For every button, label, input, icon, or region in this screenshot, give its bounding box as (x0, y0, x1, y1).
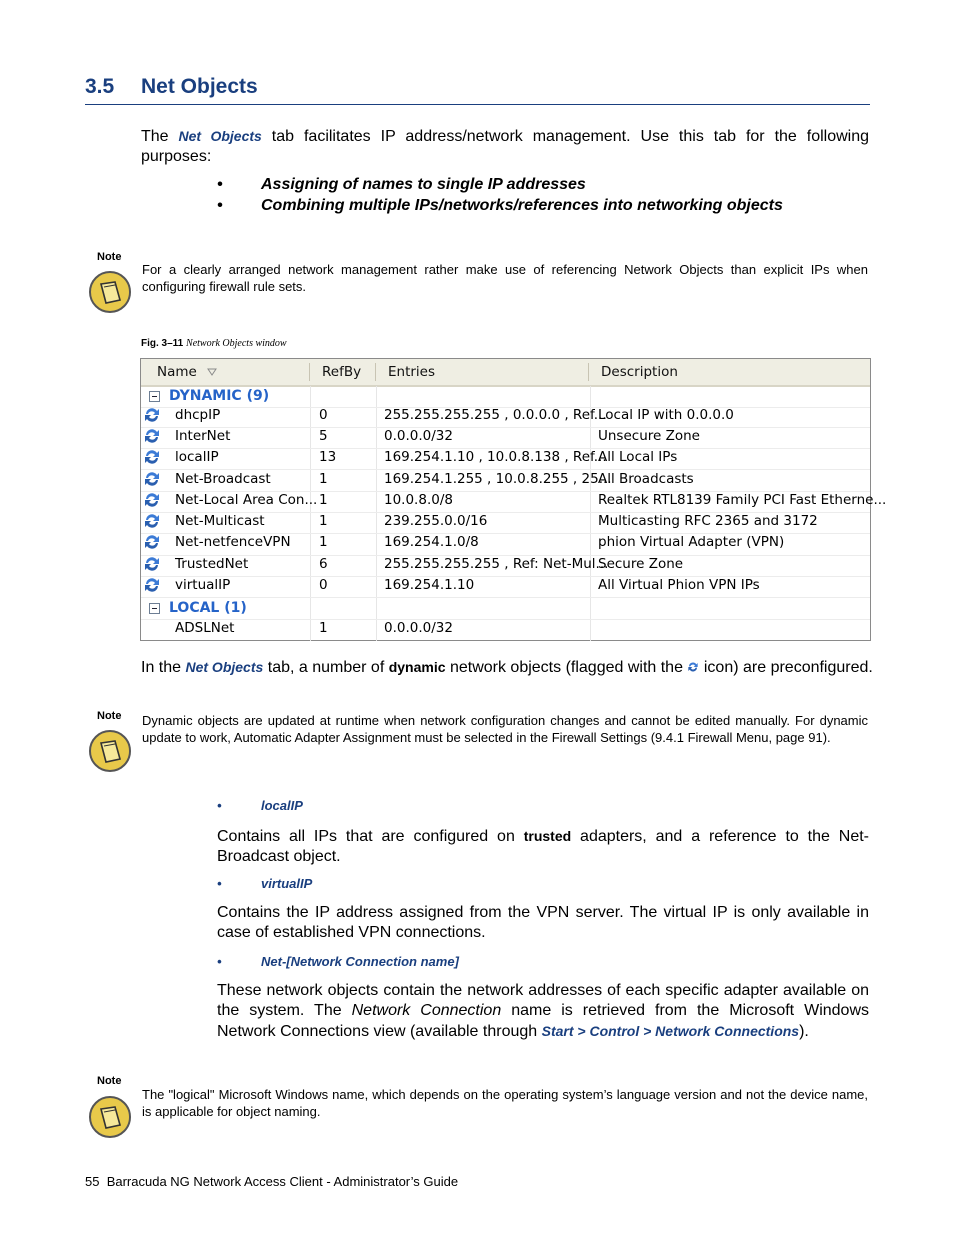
table-row[interactable]: Net-Broadcast 1 169.254.1.255 , 10.0.8.255 , 25... All Broadcasts (141, 469, 870, 490)
note-label: Note (97, 251, 122, 263)
note-pad-icon (88, 729, 132, 773)
dynamic-object-icon (143, 448, 161, 466)
table-row[interactable]: virtualIP 0 169.254.1.10 All Virtual Phion VPN IPs (141, 575, 870, 596)
note-label: Note (97, 710, 122, 722)
note-text: For a clearly arranged network management rather make use of referencing Network Objects than explicit IPs when configuring firewall rule sets. (142, 262, 868, 294)
network-objects-window (140, 358, 887, 641)
intro-paragraph: The Net Objects tab facilitates IP address/network management. Use this tab for the following purposes: (141, 128, 870, 165)
dynamic-object-icon (687, 661, 699, 673)
dynamic-objects-paragraph: In the Net Objects tab, a number of dynamic network objects (flagged with the icon) are preconfigured. (141, 659, 873, 676)
document-title: Barracuda NG Network Access Client - Administrator’s Guide (106, 1174, 459, 1189)
column-header-refby[interactable]: RefBy (322, 364, 362, 380)
table-row[interactable]: Net-Multicast 1 239.255.0.0/16 Multicasting RFC 2365 and 3172 (141, 511, 870, 532)
group-row-local[interactable] (141, 598, 870, 619)
table-header (141, 359, 870, 387)
section-number: 3.5 (85, 75, 115, 98)
sort-arrow-icon (207, 368, 217, 376)
table-row[interactable]: InterNet 5 0.0.0.0/32 Unsecure Zone (141, 426, 870, 447)
net-objects-tab-ref: Net Objects (185, 659, 264, 675)
dynamic-object-icon (143, 427, 161, 445)
dynamic-object-icon (143, 533, 161, 551)
dynamic-object-icon (143, 470, 161, 488)
column-header-entries[interactable]: Entries (388, 364, 436, 380)
collapse-icon[interactable] (149, 391, 160, 402)
item-text-virtualip: Contains the IP address assigned from the VPN server. The virtual IP is only available in case of established VPN connections. (217, 904, 869, 941)
note-label: Note (97, 1075, 122, 1087)
network-connections-path: Start > Control > Network Connections (541, 1023, 800, 1039)
column-header-description[interactable]: Description (601, 364, 678, 380)
group-label: DYNAMIC (9) (169, 388, 270, 404)
note-text: Dynamic objects are updated at runtime when network configuration changes and cannot be edited manually. For dynamic update to work, Automatic Adapter Assignment must be selected in the Firewall Settings (9.4.1 Firewall Menu, page 91). (142, 713, 868, 745)
note-pad-icon (88, 270, 132, 314)
dynamic-object-icon (143, 576, 161, 594)
table-row[interactable]: Net-netfenceVPN 1 169.254.1.0/8 phion Virtual Adapter (VPN) (141, 532, 870, 553)
group-label: LOCAL (1) (169, 600, 247, 616)
net-objects-tab-ref: Net Objects (178, 128, 262, 144)
dynamic-object-icon (143, 555, 161, 573)
dynamic-object-icon (143, 491, 161, 509)
table-row[interactable]: dhcpIP 0 255.255.255.255 , 0.0.0.0 , Ref... Local IP with 0.0.0.0 (141, 405, 870, 426)
page-footer (85, 1174, 458, 1189)
table-row[interactable]: Net-Local Area Con... 1 10.0.8.0/8 Realtek RTL8139 Family PCI Fast Etherne... (141, 490, 870, 511)
heading-rule (85, 104, 870, 105)
dynamic-object-icon (143, 406, 161, 424)
dynamic-object-icon (143, 512, 161, 530)
section-title: Net Objects (141, 75, 258, 98)
table-row[interactable]: localIP 13 169.254.1.10 , 10.0.8.138 , Ref... All Local IPs (141, 447, 870, 468)
figure-caption: Fig. 3–11 Network Objects window (141, 338, 287, 349)
table-row[interactable]: ADSLNet 1 0.0.0.0/32 (175, 620, 453, 636)
column-header-name[interactable]: Name (157, 364, 197, 380)
item-text-net-connection: These network objects contain the network addresses of each specific adapter available on the system. The Network Connection name is retrieved from the Microsoft Windows Network Connections view (available through Start > Control > Network Connections). (217, 982, 870, 1040)
item-text-localip: Contains all IPs that are configured on trusted adapters, and a reference to the Net-Broadcast object. (217, 828, 870, 865)
group-row-dynamic[interactable] (141, 386, 870, 407)
collapse-icon[interactable] (149, 603, 160, 614)
table-row[interactable]: TrustedNet 6 255.255.255.255 , Ref: Net-Mul... Secure Zone (141, 554, 870, 575)
note-text: The "logical" Microsoft Windows name, which depends on the operating system’s language version and not the device name, is applicable for object naming. (142, 1087, 868, 1119)
note-pad-icon (88, 1095, 132, 1139)
page-number: 55 (85, 1174, 100, 1189)
